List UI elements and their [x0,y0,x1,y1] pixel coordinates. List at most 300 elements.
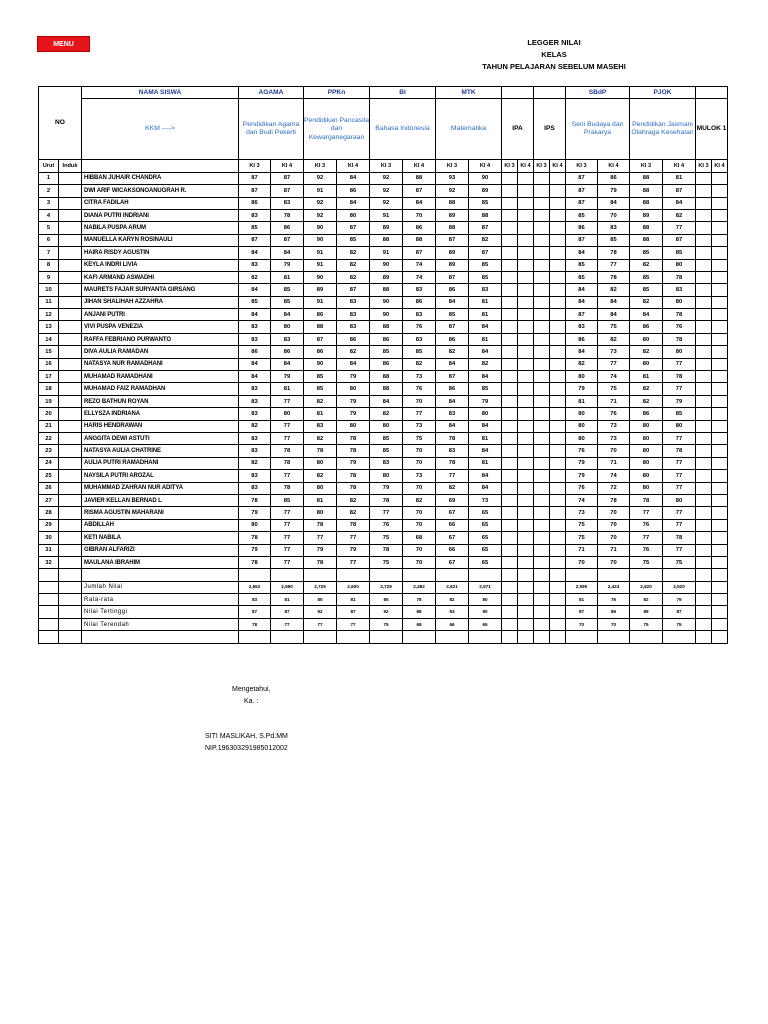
ki3-label: KI 3 [370,160,403,172]
score-cell-empty [534,321,550,333]
blank-cell [39,606,59,618]
student-name: RAFFA FEBRIANO PURWANTO [82,333,239,345]
score-cell: 70 [598,445,630,457]
score-cell-empty [502,358,518,370]
score-cell: 67 [436,507,469,519]
subject-description: Pendidikan Pancasila dan Kewarganegaraan [304,99,370,160]
score-cell: 84 [469,346,502,358]
score-cell: 84 [337,197,370,209]
student-induk [59,482,82,494]
student-induk [59,222,82,234]
score-cell: 84 [436,420,469,432]
score-cell: 92 [436,185,469,197]
score-cell-empty [518,209,534,221]
summary-value: 85 [370,594,403,606]
score-cell: 84 [337,358,370,370]
score-cell: 77 [271,420,304,432]
score-cell: 85 [566,271,598,283]
blank-cell [239,631,271,643]
score-cell: 74 [566,494,598,506]
blank-cell [630,569,663,581]
summary-empty [518,581,534,593]
score-cell-empty [518,408,534,420]
score-cell: 65 [469,507,502,519]
score-cell-empty [502,321,518,333]
score-cell: 78 [436,432,469,444]
score-cell: 83 [337,309,370,321]
score-cell: 81 [469,457,502,469]
blank-cell [337,631,370,643]
score-cell: 77 [598,358,630,370]
score-cell-empty [696,494,712,506]
score-cell-empty [550,271,566,283]
score-cell-empty [518,432,534,444]
score-cell: 86 [566,222,598,234]
summary-value: 2,620 [630,581,663,593]
score-cell: 77 [304,532,337,544]
summary-row [39,618,728,630]
blank-cell [39,594,59,606]
header-urut: Urut [39,160,59,172]
score-cell: 78 [239,532,271,544]
subject-code: SBdP [566,87,630,99]
summary-value: 2,424 [598,581,630,593]
summary-value: 87 [566,606,598,618]
score-cell-empty [534,544,550,556]
score-cell: 70 [403,544,436,556]
score-cell: 81 [304,408,337,420]
ki3-label: KI 3 [502,160,518,172]
score-cell-empty [502,494,518,506]
score-cell: 83 [239,259,271,271]
score-cell-empty [696,420,712,432]
subject-description: IPS [534,99,566,160]
footer-mengetahui: Mengetahui, [232,686,271,693]
score-cell: 77 [663,358,696,370]
score-cell: 90 [469,172,502,184]
score-cell: 76 [370,519,403,531]
score-cell: 87 [403,185,436,197]
student-name: KEYLA INDRI LIVIA [82,259,239,271]
summary-value: 80 [469,594,502,606]
score-cell-empty [712,420,728,432]
student-name: MAULANA IBRAHIM [82,556,239,568]
score-cell-empty [518,507,534,519]
score-cell: 78 [370,494,403,506]
score-cell: 84 [469,470,502,482]
score-cell-empty [696,383,712,395]
score-cell-empty [502,395,518,407]
score-cell-empty [712,321,728,333]
score-cell: 77 [436,470,469,482]
summary-label: Nilai Tertinggi [82,606,239,618]
score-cell: 88 [630,234,663,246]
score-cell-empty [518,284,534,296]
score-cell: 82 [566,358,598,370]
score-cell-empty [550,445,566,457]
student-no: 26 [39,482,59,494]
score-cell: 88 [370,234,403,246]
ki3-label: KI 3 [630,160,663,172]
student-name: HIBBAN JUHAIR CHANDRA [82,172,239,184]
student-no: 28 [39,507,59,519]
summary-value: 2,729 [370,581,403,593]
blank-cell [663,569,696,581]
student-name: HAIRA RISDY AGUSTIN [82,247,239,259]
footer-signer-nip: NIP.196303291985012002 [205,745,288,752]
score-cell: 85 [566,259,598,271]
student-name: JIHAN SHALIHAH AZZAHRA [82,296,239,308]
student-row [39,222,728,234]
score-cell: 81 [271,271,304,283]
summary-empty [712,594,728,606]
score-cell-empty [712,309,728,321]
student-row [39,309,728,321]
score-cell: 83 [566,321,598,333]
student-no: 16 [39,358,59,370]
header-row-ki [39,160,728,172]
score-cell-empty [534,172,550,184]
student-name: REZO BATHUN ROYAN [82,395,239,407]
score-cell: 91 [370,209,403,221]
score-cell-empty [550,507,566,519]
student-no: 14 [39,333,59,345]
score-cell-empty [550,185,566,197]
score-cell-empty [696,544,712,556]
score-cell: 85 [469,271,502,283]
score-cell: 83 [239,395,271,407]
score-cell: 87 [469,222,502,234]
score-cell-empty [502,172,518,184]
score-cell-empty [502,507,518,519]
student-no: 9 [39,271,59,283]
student-name: ABDILLAH [82,519,239,531]
score-cell: 88 [630,172,663,184]
student-name: RISMA AGUSTIN MAHARANI [82,507,239,519]
summary-value: 75 [630,618,663,630]
summary-empty [712,581,728,593]
summary-value: 68 [403,618,436,630]
summary-label: Jumlah Nilai [82,581,239,593]
score-cell-empty [696,346,712,358]
student-no: 6 [39,234,59,246]
summary-empty [534,618,550,630]
ki4-label: KI 4 [598,160,630,172]
score-cell-empty [696,209,712,221]
subject-code: AGAMA [239,87,304,99]
blank-cell [550,569,566,581]
blank-cell [696,631,712,643]
score-cell-empty [550,383,566,395]
score-cell: 83 [271,333,304,345]
score-cell-empty [534,271,550,283]
student-name: DIANA PUTRI INDRIANI [82,209,239,221]
score-cell: 89 [304,284,337,296]
summary-value: 83 [239,594,271,606]
score-cell: 80 [370,420,403,432]
score-cell: 82 [403,494,436,506]
score-cell-empty [502,333,518,345]
score-cell: 82 [304,432,337,444]
score-cell: 75 [630,556,663,568]
score-cell: 79 [663,395,696,407]
score-cell: 83 [663,284,696,296]
score-cell: 84 [239,247,271,259]
score-cell: 75 [566,519,598,531]
score-cell-empty [712,383,728,395]
score-cell-empty [550,470,566,482]
score-cell: 65 [469,519,502,531]
score-cell-empty [712,507,728,519]
score-cell: 78 [598,247,630,259]
score-cell: 81 [469,309,502,321]
score-cell-empty [534,346,550,358]
footer-signer-name: SITI MASLIKAH, S.Pd.MM [205,733,288,740]
student-name: NATASYA AULIA CHATRINE [82,445,239,457]
score-cell: 83 [239,209,271,221]
score-cell: 88 [436,197,469,209]
score-cell-empty [550,333,566,345]
score-cell: 89 [370,271,403,283]
score-cell: 87 [239,234,271,246]
score-cell: 84 [239,309,271,321]
score-cell: 75 [598,383,630,395]
student-induk [59,420,82,432]
student-name: MUHAMAD FAIZ RAMADHAN [82,383,239,395]
score-cell: 81 [304,494,337,506]
score-cell: 76 [630,544,663,556]
score-cell: 91 [304,296,337,308]
subject-code-empty [696,87,728,99]
score-cell: 85 [370,346,403,358]
blank-cell [403,569,436,581]
score-cell-empty [502,556,518,568]
score-cell: 70 [403,445,436,457]
score-cell-empty [712,172,728,184]
score-cell: 73 [566,507,598,519]
score-cell: 82 [239,420,271,432]
blank-cell [304,631,337,643]
score-cell-empty [712,556,728,568]
score-cell-empty [518,420,534,432]
score-cell: 79 [337,371,370,383]
score-cell: 82 [436,482,469,494]
score-cell: 84 [436,358,469,370]
score-cell-empty [712,532,728,544]
subject-description: Seni Budaya dan Prakarya [566,99,630,160]
score-cell: 78 [239,556,271,568]
student-no: 25 [39,470,59,482]
score-cell: 84 [469,321,502,333]
ki3-label: KI 3 [534,160,550,172]
score-cell-empty [712,346,728,358]
blank-cell [59,631,82,643]
score-cell: 86 [370,358,403,370]
score-cell: 91 [304,247,337,259]
score-cell: 83 [370,457,403,469]
score-cell: 79 [566,470,598,482]
score-cell-empty [518,321,534,333]
menu-button[interactable]: MENU [37,36,90,52]
score-cell-empty [550,544,566,556]
score-cell: 80 [663,296,696,308]
student-induk [59,371,82,383]
score-cell-empty [550,172,566,184]
score-cell: 72 [598,482,630,494]
score-cell-empty [696,247,712,259]
score-cell-empty [696,197,712,209]
score-cell: 77 [663,383,696,395]
score-cell: 77 [663,470,696,482]
score-cell-empty [712,209,728,221]
blank-cell [696,569,712,581]
student-name: DWI ARIF WICAKSONOANUGRAH R. [82,185,239,197]
score-cell: 70 [403,556,436,568]
score-cell: 78 [598,494,630,506]
summary-value: 2,571 [469,581,502,593]
score-cell: 81 [566,395,598,407]
score-cell: 84 [469,445,502,457]
student-row [39,172,728,184]
summary-value: 2,652 [239,581,271,593]
score-cell: 82 [337,494,370,506]
score-cell: 78 [271,457,304,469]
score-cell: 80 [630,445,663,457]
score-cell: 77 [403,408,436,420]
score-cell-empty [534,247,550,259]
score-cell-empty [712,259,728,271]
score-cell: 84 [566,247,598,259]
score-cell: 87 [469,247,502,259]
score-cell-empty [518,519,534,531]
score-cell-empty [534,457,550,469]
score-cell: 80 [630,470,663,482]
student-no: 10 [39,284,59,296]
score-cell: 85 [337,234,370,246]
student-induk [59,271,82,283]
score-cell: 91 [304,259,337,271]
score-cell: 88 [436,222,469,234]
blank-cell [502,569,518,581]
score-cell-empty [534,222,550,234]
score-cell-empty [696,408,712,420]
student-induk [59,197,82,209]
score-cell: 81 [630,371,663,383]
score-cell: 89 [370,222,403,234]
score-cell-empty [534,383,550,395]
subject-description: IPA [502,99,534,160]
score-cell-empty [518,457,534,469]
student-induk [59,395,82,407]
score-cell-empty [696,222,712,234]
score-cell-empty [696,259,712,271]
score-cell: 84 [469,371,502,383]
summary-empty [518,606,534,618]
spacer-row [39,569,728,581]
student-induk [59,556,82,568]
blank-cell [82,631,239,643]
score-cell: 78 [239,494,271,506]
score-cell-empty [550,321,566,333]
summary-empty [696,594,712,606]
score-cell-empty [518,197,534,209]
score-cell-empty [712,333,728,345]
blank-cell [39,581,59,593]
score-cell: 84 [469,482,502,494]
score-cell: 77 [663,519,696,531]
student-no: 24 [39,457,59,469]
score-cell: 78 [304,556,337,568]
score-cell: 82 [630,259,663,271]
student-row [39,346,728,358]
score-cell: 66 [436,519,469,531]
student-induk [59,247,82,259]
blank-cell [370,631,403,643]
subject-description: Matematika [436,99,502,160]
student-name: NATASYA NUR RAMADHANI [82,358,239,370]
score-cell: 82 [630,296,663,308]
score-cell: 86 [370,333,403,345]
score-cell: 79 [566,457,598,469]
score-cell: 78 [337,470,370,482]
score-cell: 77 [370,507,403,519]
summary-empty [534,594,550,606]
score-cell: 86 [436,333,469,345]
score-cell: 87 [436,371,469,383]
summary-value: 66 [436,618,469,630]
score-cell-empty [550,284,566,296]
score-cell: 80 [337,209,370,221]
blank-cell [39,618,59,630]
student-induk [59,445,82,457]
score-cell: 82 [304,470,337,482]
score-cell: 93 [436,172,469,184]
student-induk [59,358,82,370]
blank-cell [712,569,728,581]
score-cell: 85 [663,247,696,259]
summary-empty [502,594,518,606]
score-cell: 83 [239,445,271,457]
score-cell: 80 [566,371,598,383]
score-cell-empty [534,395,550,407]
summary-value: 81 [337,594,370,606]
summary-value: 2,725 [304,581,337,593]
ki4-label: KI 4 [271,160,304,172]
student-row [39,284,728,296]
score-cell-empty [550,408,566,420]
score-cell-empty [502,197,518,209]
score-cell-empty [534,309,550,321]
student-no: 15 [39,346,59,358]
blank-cell [469,569,502,581]
score-cell: 84 [663,197,696,209]
score-cell: 78 [337,432,370,444]
score-cell-empty [518,185,534,197]
blank-cell [39,631,59,643]
score-cell-empty [518,494,534,506]
student-no: 32 [39,556,59,568]
score-cell: 82 [598,333,630,345]
score-cell-empty [534,494,550,506]
blank-cell [239,569,271,581]
summary-value: 2,600 [337,581,370,593]
ki4-label: KI 4 [337,160,370,172]
summary-value: 2,482 [403,581,436,593]
score-cell-empty [534,185,550,197]
score-cell: 87 [566,234,598,246]
score-cell: 84 [598,296,630,308]
score-cell-empty [712,457,728,469]
